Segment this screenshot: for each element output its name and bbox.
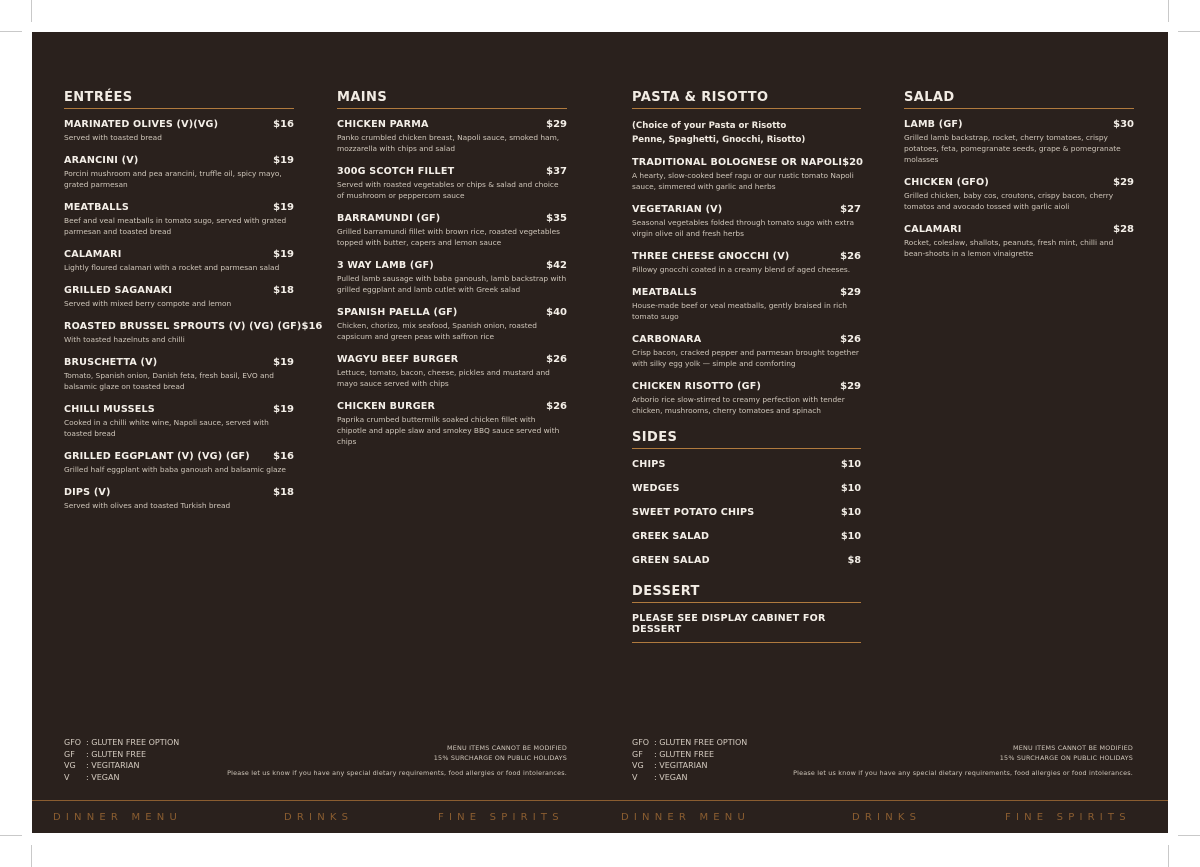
item-price: $8 [847,555,861,566]
item-name: GREEK SALAD [632,531,710,542]
menu-item [632,287,861,322]
legend-key: GF [64,749,75,759]
item-description: Arborio rice slow-stirred to creamy perfection with tender chicken, mushrooms, cherry tomatoes and spinach [632,395,845,415]
crop-mark [1168,0,1169,22]
item-description: Served with olives and toasted Turkish bread [64,501,231,510]
item-price: $19 [273,202,294,213]
item-price: $20 [842,157,864,168]
legend-key: V [64,772,70,782]
item-description: Grilled lamb backstrap, rocket, cherry tomatoes, crispy potatoes, feta, pomegranate seeds, grape & pomegranate molasses [904,133,1121,164]
policy-notes [793,743,1133,778]
item-description: Cooked in a chilli white wine, Napoli sauce, served with toasted bread [64,418,269,438]
item-name: GRILLED SAGANAKI [64,285,173,296]
item-name: TRADITIONAL BOLOGNESE OR NAPOLI [632,157,843,168]
item-price: $19 [273,249,294,260]
item-price: $26 [840,251,861,262]
item-row [337,119,567,130]
entrees-list [64,119,323,511]
legend-row [632,737,747,749]
item-description: Chicken, chorizo, mix seafood, Spanish onion, roasted capsicum and green peas with saffron rice [337,321,537,341]
legend-key: GF [632,749,643,759]
item-name: CHICKEN BURGER [337,401,436,412]
item-description: Lettuce, tomato, bacon, cheese, pickles and mustard and mayo sauce served with chips [337,368,550,388]
item-name: CALAMARI [64,249,122,260]
menu-item [632,157,864,192]
item-row [64,155,294,166]
legend-value: : GLUTEN FREE OPTION [654,738,748,747]
item-description: Served with mixed berry compote and lemon [64,299,232,308]
menu-item [632,531,861,542]
item-price: $40 [546,307,567,318]
item-row [64,404,294,415]
menu-item [64,357,294,392]
menu-sheet [32,32,1168,833]
crop-mark [1168,845,1169,867]
item-price: $30 [1113,119,1134,130]
item-row [904,224,1134,235]
item-name: 3 WAY LAMB (GF) [337,260,434,271]
menu-item [337,166,567,201]
pasta-list [632,157,864,416]
footer-fine-spirits: FINE SPIRITS [438,812,564,823]
item-description: Panko crumbled chicken breast, Napoli sauce, smoked ham, mozzarella with chips and salad [337,133,560,153]
item-row [64,321,323,332]
item-description: Rocket, coleslaw, shallots, peanuts, fresh mint, chilli and bean-shoots in a lemon vinaigrette [904,238,1114,258]
legend-value: : VEGITARIAN [654,761,708,770]
item-row [64,357,294,368]
menu-item [64,249,294,273]
policy-surcharge: 15% SURCHARGE ON PUBLIC HOLIDAYS [999,754,1133,762]
item-name: CHILLI MUSSELS [64,404,155,415]
item-description: House-made beef or veal meatballs, gently braised in rich tomato sugo [632,301,847,321]
menu-item [64,451,294,475]
menu-item [632,483,861,494]
item-row [337,401,567,412]
item-price: $10 [840,483,861,494]
menu-item [904,224,1134,259]
item-row [632,204,861,215]
crop-mark [31,845,32,867]
crop-mark [31,0,32,22]
item-price: $29 [840,381,861,392]
item-row [632,334,861,345]
item-description: Beef and veal meatballs in tomato sugo, served with grated parmesan and toasted bread [64,216,287,236]
menu-item [904,177,1134,212]
item-description: Grilled chicken, baby cos, croutons, crispy bacon, cherry tomatos and avocado tossed with garlic aioli [904,191,1114,211]
item-description: Crisp bacon, cracked pepper and parmesan brought together with silky egg yolk — simple and comforting [632,348,859,368]
item-description: Pillowy gnocchi coated in a creamy blend of aged cheeses. [632,265,851,274]
footer-dinner-menu: DINNER MENU [621,812,751,823]
mains-list [337,119,567,447]
item-row [64,202,294,213]
item-row [632,157,864,168]
item-name: GRILLED EGGPLANT (V) (VG) (GF) [64,451,250,462]
menu-item [337,260,567,295]
menu-item [632,459,861,470]
item-name: CARBONARA [632,334,702,345]
entrees-column [64,90,323,523]
legend-key: V [632,772,638,782]
salad-heading: SALAD [904,90,1134,109]
item-row [904,177,1134,188]
item-price: $10 [840,507,861,518]
item-price: $16 [301,321,323,332]
item-name: WEDGES [632,483,680,494]
legend-row [64,760,179,772]
policy-no-modify: MENU ITEMS CANNOT BE MODIFIED [447,744,567,752]
item-price: $28 [1113,224,1134,235]
dessert-note: PLEASE SEE DISPLAY CABINET FOR DESSERT [632,613,861,643]
crop-mark [1178,31,1200,32]
legend-row [632,760,747,772]
item-price: $26 [840,334,861,345]
item-price: $29 [840,287,861,298]
menu-item [64,202,294,237]
menu-item [632,334,861,369]
menu-item [337,307,567,342]
legend-value: : VEGAN [86,772,120,782]
item-name: CHICKEN (GFO) [904,177,989,188]
menu-item [337,401,567,447]
crop-mark [0,31,22,32]
salad-column [904,90,1134,271]
pasta-choice-note [632,119,861,147]
footer-fine-spirits: FINE SPIRITS [1005,812,1131,823]
item-description: Paprika crumbed buttermilk soaked chicken fillet with chipotle and apple slaw and smokey BBQ sauce served with chips [337,415,560,446]
legend-row [64,772,179,784]
item-price: $18 [273,285,294,296]
item-price: $19 [273,357,294,368]
menu-item [632,507,861,518]
legend-row [632,749,747,761]
legend-value: : VEGAN [654,772,688,782]
legend-key: GFO [64,738,82,747]
item-name: CALAMARI [904,224,962,235]
item-row [64,249,294,260]
menu-item [337,119,567,154]
item-row [904,119,1134,130]
item-name: ARANCINI (V) [64,155,139,166]
item-description: Porcini mushroom and pea arancini, truffle oil, spicy mayo, grated parmesan [64,169,282,189]
item-price: $16 [273,451,294,462]
item-name: BRUSCHETTA (V) [64,357,158,368]
item-name: CHICKEN RISOTTO (GF) [632,381,762,392]
dessert-heading: DESSERT [632,584,861,603]
item-price: $19 [273,404,294,415]
legend-key: VG [632,761,644,770]
item-row [64,119,294,130]
item-name: MEATBALLS [632,287,697,298]
item-price: $42 [546,260,567,271]
legend-value: : GLUTEN FREE [86,749,147,759]
item-price: $16 [273,119,294,130]
item-price: $26 [546,354,567,365]
footer-dinner-menu: DINNER MENU [53,812,183,823]
policy-dietary-request: Please let us know if you have any special dietary requirements, food allergies or food intolerances. [793,769,1133,777]
menu-item [904,119,1134,165]
policy-surcharge: 15% SURCHARGE ON PUBLIC HOLIDAYS [433,754,567,762]
menu-item [64,155,294,190]
legend-row [64,749,179,761]
item-description: Grilled barramundi fillet with brown rice, roasted vegetables topped with butter, capers and lemon sauce [337,227,561,247]
item-price: $29 [546,119,567,130]
sides-heading: SIDES [632,430,861,449]
item-description: Tomato, Spanish onion, Danish feta, fresh basil, EVO and balsamic glaze on toasted bread [64,371,274,391]
item-name: LAMB (GF) [904,119,963,130]
crop-mark [0,835,22,836]
item-price: $10 [840,459,861,470]
item-name: DIPS (V) [64,487,111,498]
item-name: THREE CHEESE GNOCCHI (V) [632,251,790,262]
legend-key: VG [64,761,76,770]
item-name: CHICKEN PARMA [337,119,429,130]
mains-heading: MAINS [337,90,567,109]
item-price: $18 [273,487,294,498]
policy-dietary-request: Please let us know if you have any special dietary requirements, food allergies or food intolerances. [227,769,567,777]
footer-drinks: DRINKS [284,812,354,823]
menu-item [64,321,323,345]
pasta-column [632,90,864,643]
legend-value: : GLUTEN FREE OPTION [86,738,180,747]
pasta-note-line-2: Penne, Spaghetti, Gnocchi, Risotto) [632,135,806,145]
legend-value: : VEGITARIAN [86,761,140,770]
dietary-legend [632,737,747,783]
item-row [632,381,861,392]
item-description: A hearty, slow-cooked beef ragu or our rustic tomato Napoli sauce, simmered with garlic and herbs [632,171,854,191]
item-row [64,451,294,462]
item-name: ROASTED BRUSSEL SPROUTS (V) (VG) (GF) [64,321,302,332]
menu-item [64,487,294,511]
item-price: $37 [546,166,567,177]
menu-item [64,285,294,309]
item-row [337,213,567,224]
item-description: Served with toasted bread [64,133,162,142]
menu-item [632,251,861,275]
sides-list [632,459,861,566]
item-name: BARRAMUNDI (GF) [337,213,441,224]
item-description: Lightly floured calamari with a rocket and parmesan salad [64,263,280,272]
mains-column [337,90,567,459]
pasta-note-line-1: (Choice of your Pasta or Risotto [632,121,787,131]
item-name: SPANISH PAELLA (GF) [337,307,458,318]
menu-item [337,213,567,248]
item-row [337,166,567,177]
item-name: MEATBALLS [64,202,129,213]
item-name: 300G SCOTCH FILLET [337,166,455,177]
legend-key: GFO [632,738,650,747]
menu-item [632,381,861,416]
item-row [337,260,567,271]
legend-value: : GLUTEN FREE [654,749,715,759]
item-price: $19 [273,155,294,166]
menu-item [64,119,294,143]
policy-notes [227,743,567,778]
legend-row [632,772,747,784]
item-row [337,307,567,318]
footer-bar [32,800,1168,833]
crop-mark [1178,835,1200,836]
legend-row [64,737,179,749]
item-price: $35 [546,213,567,224]
item-price: $29 [1113,177,1134,188]
item-description: Pulled lamb sausage with baba ganoush, lamb backstrap with grilled eggplant and lamb cutlet with Greek salad [337,274,567,294]
item-price: $27 [840,204,861,215]
salad-list [904,119,1134,259]
item-row [337,354,567,365]
menu-item [632,204,861,239]
item-row [64,487,294,498]
item-name: SWEET POTATO CHIPS [632,507,755,518]
item-name: MARINATED OLIVES (V)(VG) [64,119,219,130]
dietary-legend [64,737,179,783]
policy-no-modify: MENU ITEMS CANNOT BE MODIFIED [1013,744,1133,752]
item-description: Grilled half eggplant with baba ganoush and balsamic glaze [64,465,286,474]
item-row [632,287,861,298]
pasta-heading: PASTA & RISOTTO [632,90,861,109]
item-name: GREEN SALAD [632,555,710,566]
item-row [632,251,861,262]
item-description: Served with roasted vegetables or chips & salad and choice of mushroom or peppercorn sauce [337,180,559,200]
item-row [64,285,294,296]
menu-item [64,404,294,439]
item-price: $26 [546,401,567,412]
footer-drinks: DRINKS [852,812,922,823]
item-description: With toasted hazelnuts and chilli [64,335,185,344]
entrees-heading: ENTRÉES [64,90,294,109]
menu-item [337,354,567,389]
menu-item [632,555,861,566]
item-price: $10 [840,531,861,542]
item-name: WAGYU BEEF BURGER [337,354,459,365]
item-name: CHIPS [632,459,666,470]
item-description: Seasonal vegetables folded through tomato sugo with extra virgin olive oil and fresh herbs [632,218,854,238]
item-name: VEGETARIAN (V) [632,204,723,215]
